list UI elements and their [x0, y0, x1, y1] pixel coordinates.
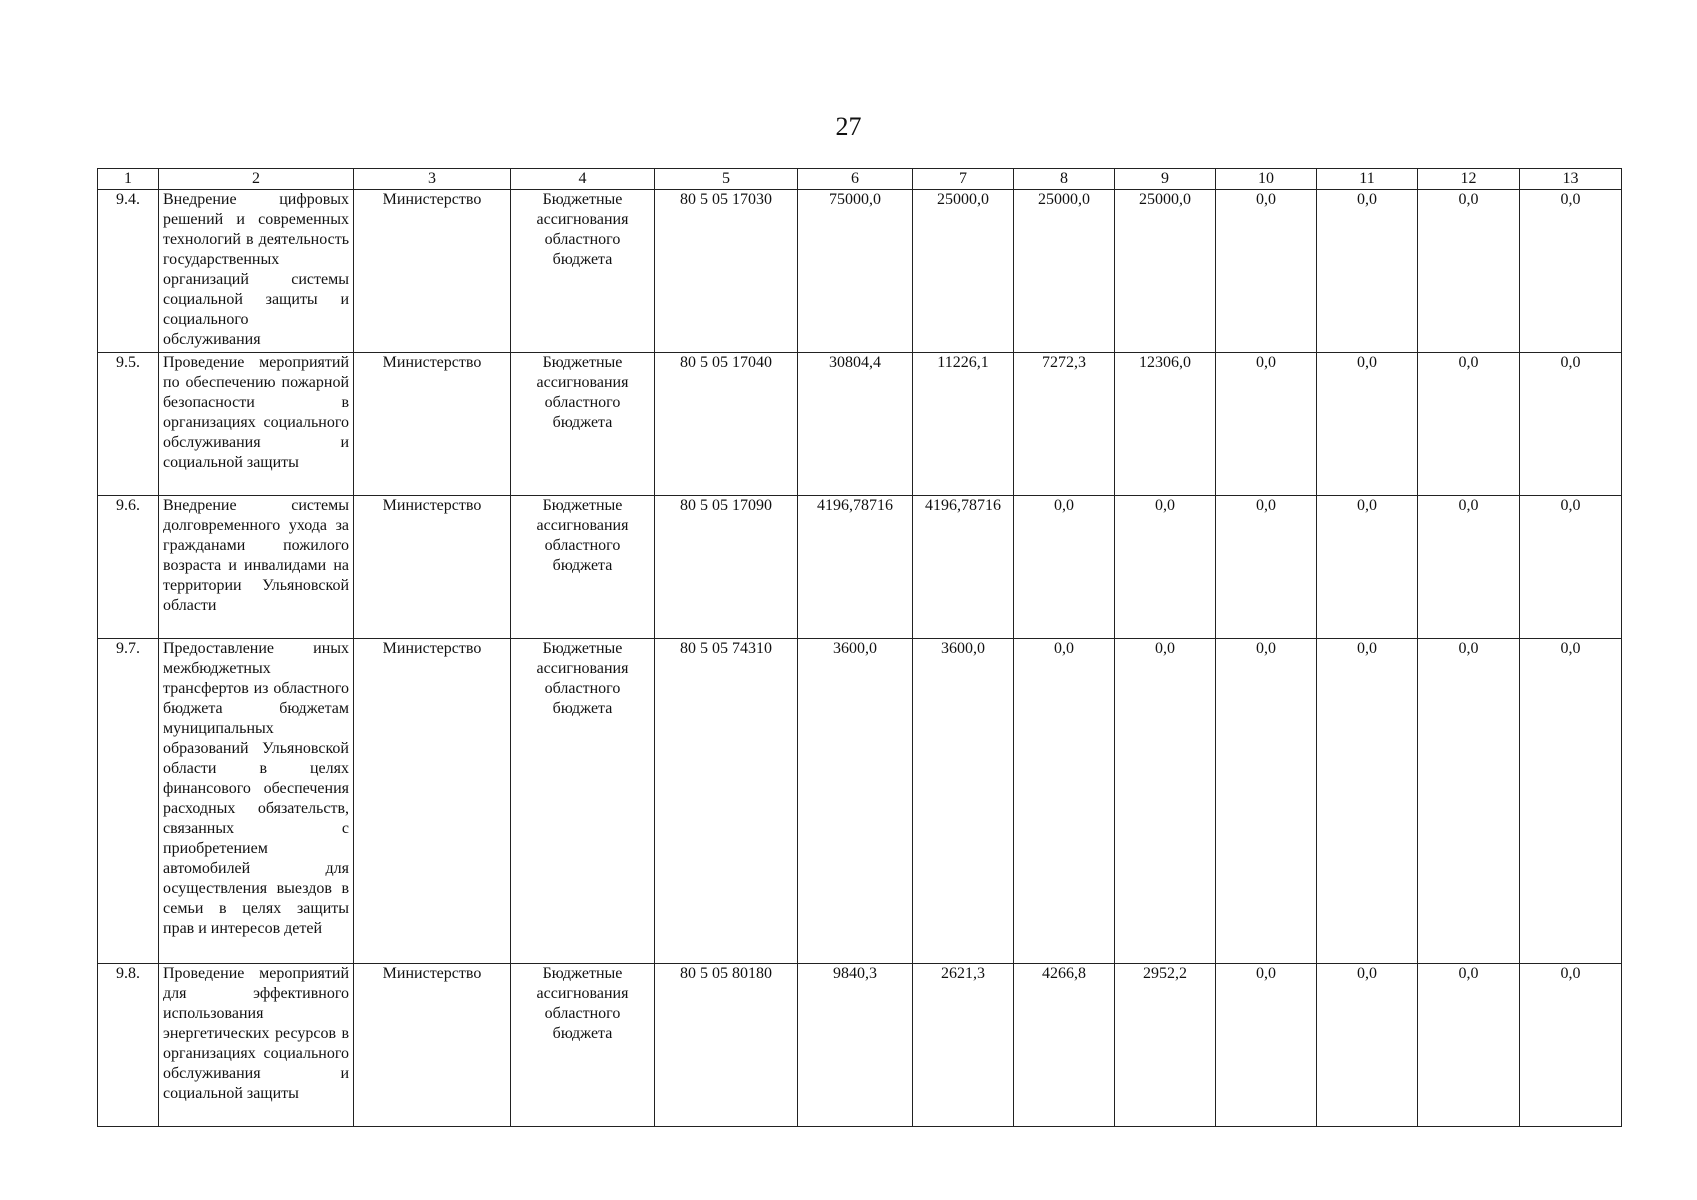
- row-number: 9.6.: [98, 496, 159, 639]
- budget-code-cell: 80 5 05 17030: [655, 190, 798, 353]
- value-cell: 2621,3: [913, 964, 1014, 1127]
- value-cell: 75000,0: [798, 190, 913, 353]
- value-cell: 0,0: [1418, 190, 1520, 353]
- budget-code-cell: 80 5 05 17040: [655, 353, 798, 496]
- value-cell: 0,0: [1418, 496, 1520, 639]
- executor-cell: Министерство: [354, 964, 511, 1127]
- value-cell: 0,0: [1520, 190, 1622, 353]
- value-cell: 0,0: [1317, 190, 1418, 353]
- value-cell: 25000,0: [1115, 190, 1216, 353]
- value-cell: 0,0: [1317, 639, 1418, 964]
- value-cell: 0,0: [1520, 639, 1622, 964]
- table-row: [98, 964, 1622, 1127]
- column-header: 3: [354, 169, 511, 190]
- row-number: 9.5.: [98, 353, 159, 496]
- value-cell: 0,0: [1317, 353, 1418, 496]
- column-header: 8: [1014, 169, 1115, 190]
- table-row: [98, 639, 1622, 964]
- value-cell: 0,0: [1418, 964, 1520, 1127]
- value-cell: 3600,0: [798, 639, 913, 964]
- funding-source-cell: Бюджетные ассигнования областного бюджета: [511, 353, 655, 496]
- value-cell: 0,0: [1216, 353, 1317, 496]
- executor-cell: Министерство: [354, 190, 511, 353]
- value-cell: 25000,0: [913, 190, 1014, 353]
- value-cell: 25000,0: [1014, 190, 1115, 353]
- measure-description: Внедрение цифровых решений и современных технологий в деятельность государственных организаций системы социальной защиты и социального обслуживания: [159, 190, 354, 353]
- budget-code-cell: 80 5 05 17090: [655, 496, 798, 639]
- value-cell: 12306,0: [1115, 353, 1216, 496]
- measure-description: Проведение мероприятий для эффективного использования энергетических ресурсов в организациях социального обслуживания и социальной защиты: [159, 964, 354, 1127]
- measure-description: Проведение мероприятий по обеспечению пожарной безопасности в организациях социального обслуживания и социальной защиты: [159, 353, 354, 496]
- value-cell: 0,0: [1520, 353, 1622, 496]
- column-header: 13: [1520, 169, 1622, 190]
- value-cell: 0,0: [1216, 190, 1317, 353]
- executor-cell: Министерство: [354, 639, 511, 964]
- column-header: 2: [159, 169, 354, 190]
- column-header: 11: [1317, 169, 1418, 190]
- page-number: 27: [835, 112, 862, 141]
- table-row: [98, 190, 1622, 353]
- value-cell: 4266,8: [1014, 964, 1115, 1127]
- value-cell: 0,0: [1317, 496, 1418, 639]
- measure-description: Предоставление иных межбюджетных трансфертов из областного бюджета бюджетам муниципальных образований Ульяновской области в целях финансового обеспечения расходных обязательств, связанных с приобретением автомобилей для осуществления выездов в семьи в целях защиты прав и интересов детей: [159, 639, 354, 964]
- value-cell: 0,0: [1216, 496, 1317, 639]
- column-header: 7: [913, 169, 1014, 190]
- value-cell: 0,0: [1115, 496, 1216, 639]
- budget-code-cell: 80 5 05 80180: [655, 964, 798, 1127]
- column-number-header-row: [98, 169, 1622, 190]
- column-header: 10: [1216, 169, 1317, 190]
- value-cell: 4196,78716: [913, 496, 1014, 639]
- executor-cell: Министерство: [354, 496, 511, 639]
- table-row: [98, 353, 1622, 496]
- measure-description: Внедрение системы долговременного ухода за гражданами пожилого возраста и инвалидами на территории Ульяновской области: [159, 496, 354, 639]
- column-header: 1: [98, 169, 159, 190]
- budget-table: [97, 168, 1622, 1127]
- budget-code-cell: 80 5 05 74310: [655, 639, 798, 964]
- value-cell: 9840,3: [798, 964, 913, 1127]
- value-cell: 0,0: [1216, 639, 1317, 964]
- value-cell: 4196,78716: [798, 496, 913, 639]
- column-header: 9: [1115, 169, 1216, 190]
- value-cell: 30804,4: [798, 353, 913, 496]
- value-cell: 0,0: [1115, 639, 1216, 964]
- value-cell: 7272,3: [1014, 353, 1115, 496]
- value-cell: 0,0: [1520, 496, 1622, 639]
- value-cell: 11226,1: [913, 353, 1014, 496]
- column-header: 4: [511, 169, 655, 190]
- funding-source-cell: Бюджетные ассигнования областного бюджета: [511, 190, 655, 353]
- value-cell: 3600,0: [913, 639, 1014, 964]
- column-header: 5: [655, 169, 798, 190]
- value-cell: 0,0: [1520, 964, 1622, 1127]
- table-row: [98, 496, 1622, 639]
- funding-source-cell: Бюджетные ассигнования областного бюджета: [511, 964, 655, 1127]
- value-cell: 0,0: [1014, 639, 1115, 964]
- funding-source-cell: Бюджетные ассигнования областного бюджета: [511, 639, 655, 964]
- executor-cell: Министерство: [354, 353, 511, 496]
- row-number: 9.8.: [98, 964, 159, 1127]
- value-cell: 0,0: [1418, 353, 1520, 496]
- funding-source-cell: Бюджетные ассигнования областного бюджета: [511, 496, 655, 639]
- value-cell: 0,0: [1317, 964, 1418, 1127]
- column-header: 6: [798, 169, 913, 190]
- column-header: 12: [1418, 169, 1520, 190]
- value-cell: 0,0: [1014, 496, 1115, 639]
- row-number: 9.4.: [98, 190, 159, 353]
- value-cell: 0,0: [1216, 964, 1317, 1127]
- value-cell: 0,0: [1418, 639, 1520, 964]
- value-cell: 2952,2: [1115, 964, 1216, 1127]
- row-number: 9.7.: [98, 639, 159, 964]
